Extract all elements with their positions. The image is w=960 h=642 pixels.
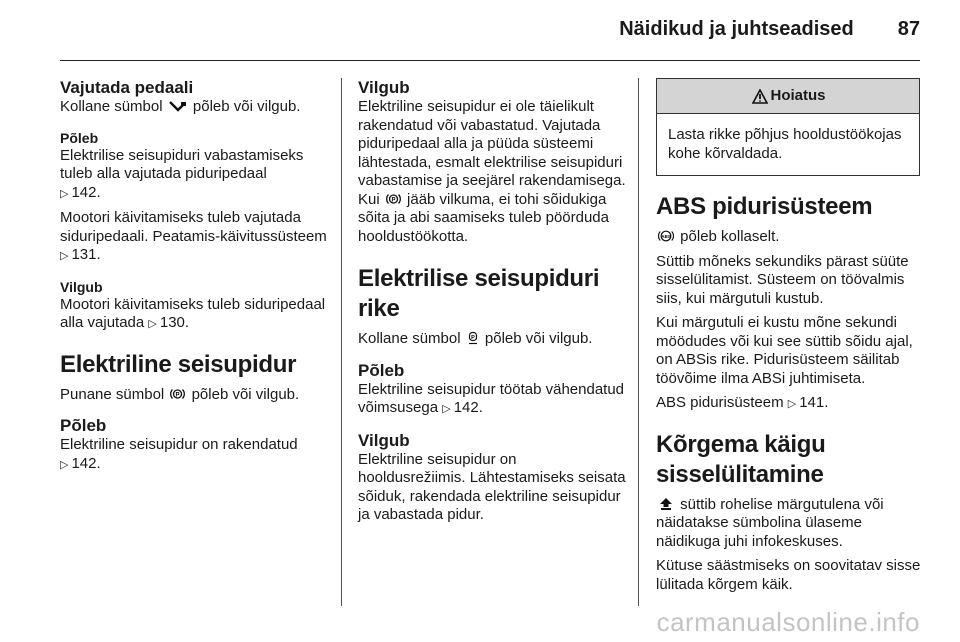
- column-divider: [341, 78, 342, 606]
- warning-text: Lasta rikke põhjus hooldustöökojas kohe kõrvaldada.: [668, 126, 902, 162]
- page-header: [619, 18, 920, 41]
- paragraph: Elektrilise seisupiduri vabastamiseks tuleb alla vajutada piduripedaal ▷ 142.: [60, 147, 328, 204]
- pedal-icon: [169, 100, 187, 113]
- subheading: Põleb: [60, 129, 99, 146]
- paragraph: süttib rohelise märgutulena või näidatakse sümbolina ülaseme näidikuga juhi infokeskuses.: [656, 495, 884, 550]
- paragraph: Kütuse säästmiseks on soovitatav sisse lülitada kõrgem käik.: [656, 557, 921, 593]
- parking-brake-icon: [386, 192, 401, 206]
- arrow-ref-icon: ▷: [148, 318, 157, 330]
- paragraph: Elektriline seisupidur on hooldusrežiimis. Lähtestamiseks seisata sõiduk, rakendada elektriline seisupidur ja vabastada pidur.: [358, 450, 626, 523]
- svg-text:P: P: [175, 392, 180, 398]
- paragraph: Elektriline seisupidur töötab vähendatud võimsusega ▷ 142.: [358, 381, 626, 419]
- watermark: carmanualsonline.info: [656, 607, 920, 637]
- upshift-icon: [658, 497, 674, 511]
- arrow-ref-icon: ▷: [60, 458, 69, 471]
- paragraph: Süttib mõneks sekundiks pärast süüte sisselülitamist. Süsteem on töövalmis siis, kui märgutuli kustub.: [656, 252, 909, 307]
- column-1: [60, 78, 328, 474]
- section-heading: Elektrilise seisupiduri rike: [358, 265, 600, 322]
- section-heading: Vilgub: [358, 78, 410, 97]
- warning-title: Hoiatus: [770, 86, 826, 104]
- parking-brake-fault-icon: [467, 331, 479, 345]
- arrow-ref-icon: ▷: [60, 250, 69, 262]
- paragraph: Mootori käivitamiseks tuleb vajutada siduripedaali. Peatamis-käivitussüsteem ▷ 131.: [60, 209, 328, 266]
- paragraph: Elektriline seisupidur on rakendatud ▷ 142.: [60, 436, 328, 474]
- column-2: [358, 78, 626, 525]
- section-heading: Kõrgema käigu sisselülitamine: [656, 430, 826, 488]
- svg-text:ABS: ABS: [661, 234, 671, 239]
- paragraph: ABS pidurisüsteem ▷ 141.: [656, 394, 922, 414]
- paragraph: Mootori käivitamiseks tuleb siduripedaal alla vajutada ▷ 130.: [60, 296, 328, 334]
- arrow-ref-icon: ▷: [787, 398, 797, 410]
- section-heading: Elektriline seisupidur: [60, 350, 297, 378]
- section-heading: Vajutada pedaali: [60, 78, 194, 97]
- parking-brake-icon: [170, 387, 185, 401]
- abs-icon: [658, 229, 674, 243]
- subheading: Põleb: [60, 416, 107, 435]
- warning-box: [656, 78, 920, 176]
- subheading: Vilgub: [60, 278, 103, 295]
- subheading: Põleb: [358, 360, 405, 380]
- column-3: [656, 78, 922, 594]
- arrow-ref-icon: ▷: [60, 187, 69, 200]
- paragraph: ABS põleb kollaselt.: [656, 228, 922, 247]
- paragraph: Punane sümbol P põleb või vilgub.: [60, 385, 300, 403]
- page-title: Näidikud ja juhtseadised: [619, 18, 854, 40]
- paragraph: Kollane sümbol P põleb või vilgub.: [358, 330, 593, 347]
- page-number: 87: [897, 18, 920, 40]
- paragraph: Elektriline seisupidur ei ole täielikult rakendatud või vabastatud. Vajutada piduripedaal alla ja püüda süsteemi lähtestada, esmalt elektrilise seisupiduri vabastamise ja seejärel rakendamisega. Kui P jääb vilkuma, ei tohi sõidukiga sõita ja abi saamiseks tuleb pöörduda hooldustöökotta.: [358, 98, 626, 245]
- svg-text:P: P: [470, 335, 475, 341]
- warning-triangle-icon: [752, 89, 768, 104]
- subheading: Vilgub: [358, 430, 410, 450]
- header-divider: [60, 60, 920, 61]
- column-divider: [638, 78, 639, 606]
- paragraph: Kui märgutuli ei kustu mõne sekundi möödudes või kui see süttib sõidu ajal, on ABSis rike. Pidurisüsteem säilitab töövõime ilma ABSi juhtimiseta.: [656, 314, 913, 387]
- section-heading: ABS pidurisüsteem: [656, 193, 873, 220]
- arrow-ref-icon: ▷: [442, 403, 451, 415]
- warning-header: [657, 79, 919, 114]
- paragraph: Kollane sümbol põleb või vilgub.: [60, 98, 301, 115]
- svg-text:P: P: [391, 197, 396, 203]
